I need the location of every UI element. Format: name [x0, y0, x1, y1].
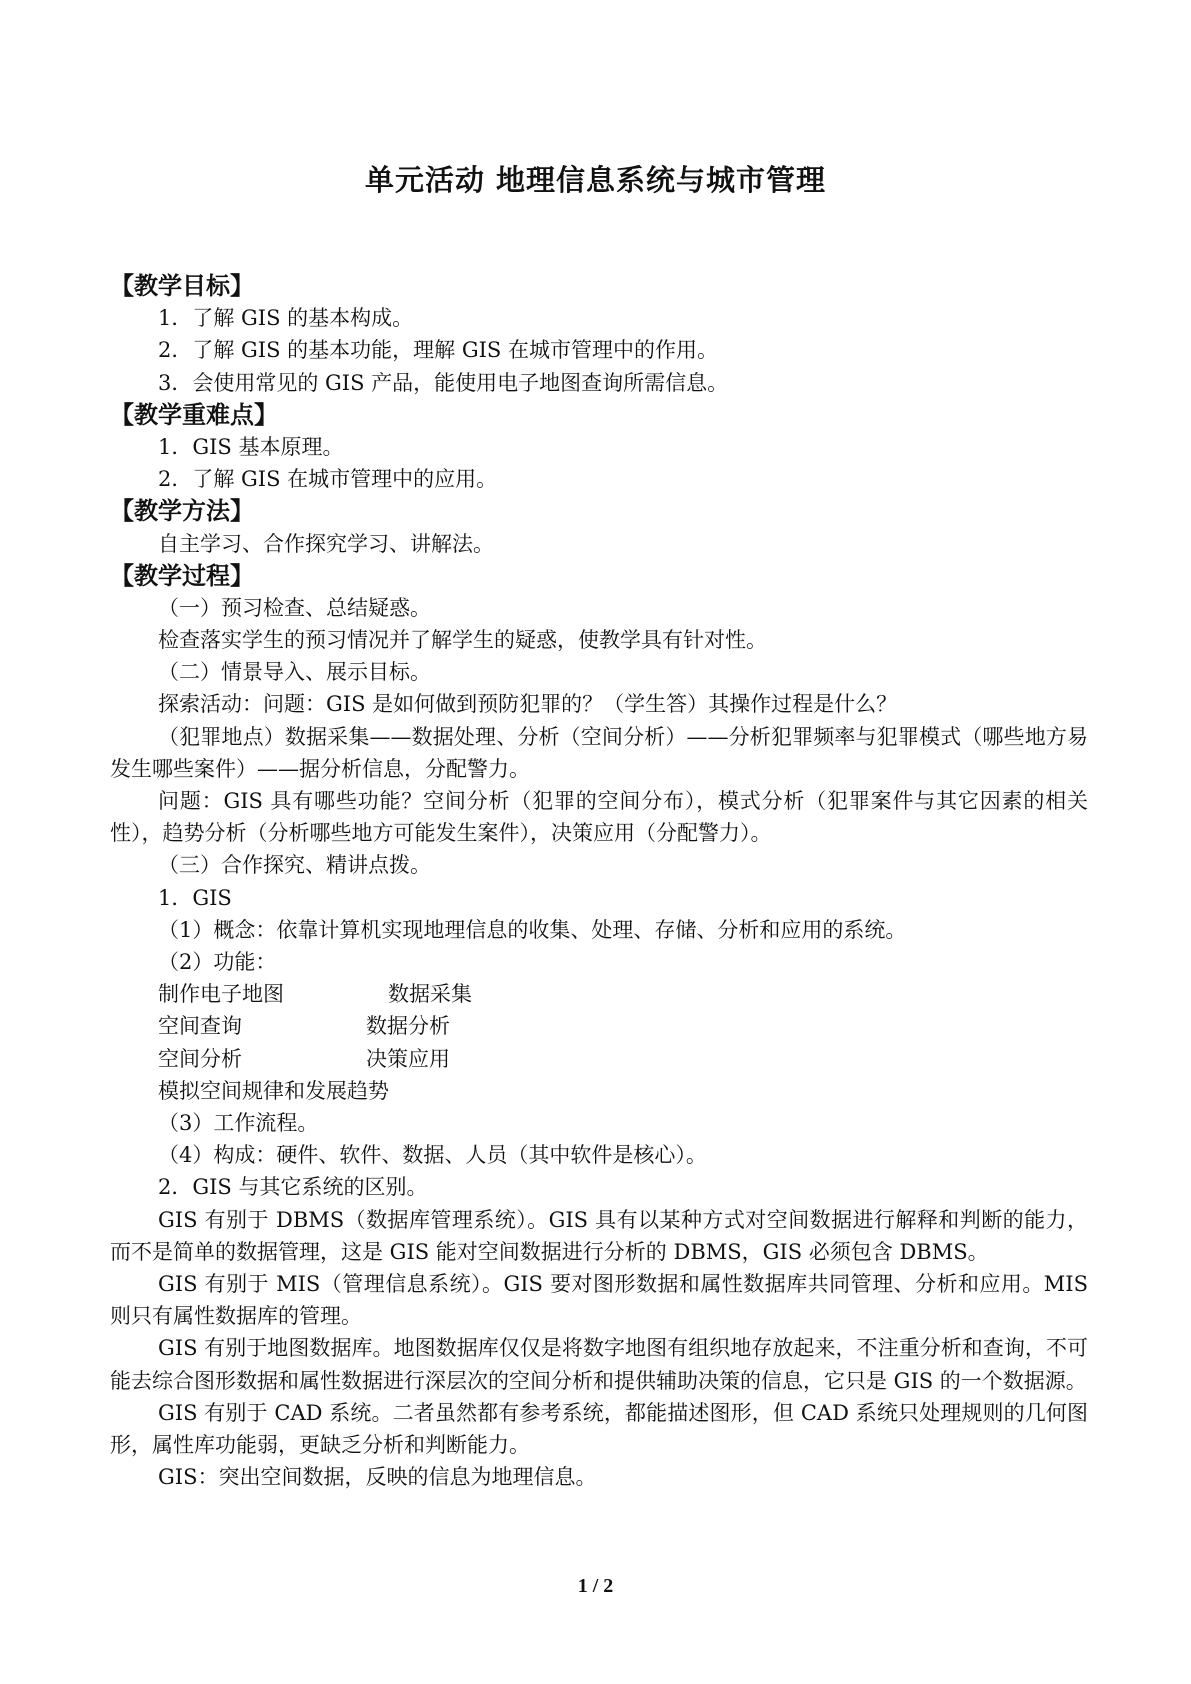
- page-title: 单元活动 地理信息系统与城市管理: [364, 163, 827, 197]
- gis-functions-label: （2）功能：: [158, 950, 277, 974]
- function-row: [110, 1043, 1088, 1075]
- gis-heading: 1．GIS: [158, 885, 232, 910]
- difference-cad: GIS 有别于 CAD 系统。二者虽然都有参考系统，都能描述图形，但 CAD 系统只处理规则的几何图形，属性库功能弱，更缺乏分析和判断能力。: [110, 1400, 1088, 1457]
- function-right: 数据采集: [388, 982, 472, 1007]
- function-row: [110, 1010, 1088, 1042]
- function-right: 决策应用: [366, 1046, 450, 1071]
- function-left: 制作电子地图: [158, 982, 284, 1007]
- page-number: 1 / 2: [577, 1575, 614, 1597]
- section-heading-goals: 【教学目标】: [110, 272, 254, 300]
- process-step-2: （二）情景导入、展示目标。: [158, 660, 431, 685]
- goal-item: 3．会使用常见的 GIS 产品，能使用电子地图查询所需信息。: [158, 370, 729, 395]
- gis-functions-question: 问题：GIS 具有哪些功能？空间分析（犯罪的空间分布），模式分析（犯罪案件与其它因素的相关性），趋势分析（分析哪些地方可能发生案件），决策应用（分配警力）。: [110, 789, 1088, 846]
- methods-text: 自主学习、合作探究学习、讲解法。: [158, 531, 494, 556]
- process-step-3: （三）合作探究、精讲点拨。: [158, 853, 431, 878]
- difference-mis: GIS 有别于 MIS（管理信息系统）。GIS 要对图形数据和属性数据库共同管理、分析和应用。MIS 则只有属性数据库的管理。: [110, 1271, 1088, 1329]
- function-last: 模拟空间规律和发展趋势: [158, 1078, 389, 1103]
- section-heading-key-points: 【教学重难点】: [110, 400, 278, 429]
- gis-composition: （4）构成：硬件、软件、数据、人员（其中软件是核心）。: [158, 1143, 707, 1168]
- function-left: 空间分析: [158, 1046, 242, 1071]
- function-row: [110, 978, 1088, 1010]
- gis-summary: GIS：突出空间数据，反映的信息为地理信息。: [158, 1465, 597, 1490]
- document-body: [110, 270, 1088, 1493]
- function-left: 空间查询: [158, 1014, 242, 1039]
- function-right: 数据分析: [366, 1014, 450, 1039]
- key-point-item: 1．GIS 基本原理。: [158, 434, 344, 459]
- goal-item: 2．了解 GIS 的基本功能，理解 GIS 在城市管理中的作用。: [158, 338, 718, 363]
- gis-concept: （1）概念：依靠计算机实现地理信息的收集、处理、存储、分析和应用的系统。: [158, 917, 907, 942]
- difference-map-database: GIS 有别于地图数据库。地图数据库仅仅是将数字地图有组织地存放起来，不注重分析和查询，不可能去综合图形数据和属性数据进行深层次的空间分析和提供辅助决策的信息，它只是 GIS 的一个数据源。: [110, 1336, 1088, 1393]
- difference-heading: 2．GIS 与其它系统的区别。: [158, 1175, 428, 1200]
- section-heading-methods: 【教学方法】: [110, 497, 254, 526]
- process-step-1-text: 检查落实学生的预习情况并了解学生的疑惑，使教学具有针对性。: [158, 628, 767, 653]
- key-point-item: 2．了解 GIS 在城市管理中的应用。: [158, 467, 498, 492]
- section-heading-process: 【教学过程】: [110, 561, 254, 590]
- process-step-1: （一）预习检查、总结疑惑。: [158, 595, 431, 620]
- difference-dbms: GIS 有别于 DBMS（数据库管理系统）。GIS 具有以某种方式对空间数据进行解释和判断的能力，而不是简单的数据管理，这是 GIS 能对空间数据进行分析的 DBMS，GIS 必须包含 DBMS。: [110, 1207, 1088, 1264]
- gis-workflow: （3）工作流程。: [158, 1110, 319, 1135]
- crime-flow-paragraph: （犯罪地点）数据采集——数据处理、分析（空间分析）——分析犯罪频率与犯罪模式（哪些地方易发生哪些案件）——据分析信息，分配警力。: [110, 724, 1088, 781]
- explore-activity: 探索活动：问题：GIS 是如何做到预防犯罪的？（学生答）其操作过程是什么？: [158, 692, 898, 717]
- goal-item: 1．了解 GIS 的基本构成。: [158, 306, 414, 331]
